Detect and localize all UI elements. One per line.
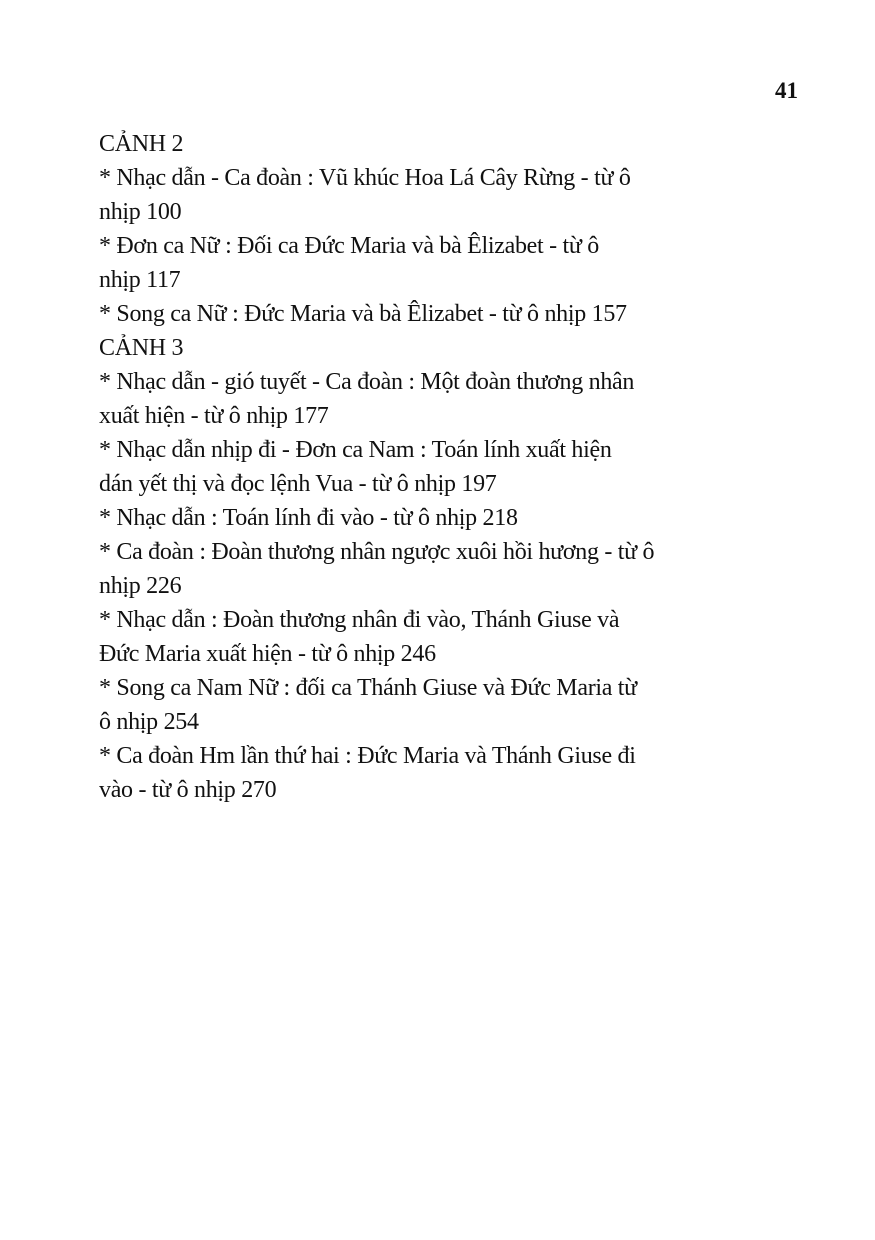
text-line: ô nhịp 254	[99, 709, 199, 735]
text-line: * Nhạc dẫn - gió tuyết - Ca đoàn : Một đoàn thương nhân	[99, 369, 635, 395]
text-line: nhịp 100	[99, 199, 182, 225]
text-line: nhịp 226	[99, 573, 182, 599]
text-line: * Ca đoàn Hm lần thứ hai : Đức Maria và Thánh Giuse đi	[99, 743, 636, 769]
text-line: Đức Maria xuất hiện - từ ô nhịp 246	[99, 641, 436, 667]
document-body	[99, 127, 759, 803]
text-line: * Nhạc dẫn : Toán lính đi vào - từ ô nhịp 218	[99, 505, 518, 531]
text-line: * Nhạc dẫn nhịp đi - Đơn ca Nam : Toán lính xuất hiện	[99, 437, 612, 463]
text-line: * Song ca Nữ : Đức Maria và bà Êlizabet - từ ô nhịp 157	[99, 301, 627, 327]
text-line: * Nhạc dẫn : Đoàn thương nhân đi vào, Thánh Giuse và	[99, 607, 620, 633]
text-line: vào - từ ô nhịp 270	[99, 777, 277, 803]
text-line: xuất hiện - từ ô nhịp 177	[99, 403, 329, 429]
text-line: * Ca đoàn : Đoàn thương nhân ngược xuôi hồi hương - từ ô	[99, 539, 655, 565]
text-line: * Đơn ca Nữ : Đối ca Đức Maria và bà Êlizabet - từ ô	[99, 233, 599, 259]
text-line: * Song ca Nam Nữ : đối ca Thánh Giuse và Đức Maria từ	[99, 675, 637, 701]
text-line: * Nhạc dẫn - Ca đoàn : Vũ khúc Hoa Lá Cây Rừng - từ ô	[99, 165, 631, 191]
section-heading-scene-3: CẢNH 3	[99, 335, 184, 361]
page-number: 41	[775, 78, 798, 103]
section-heading-scene-2: CẢNH 2	[99, 131, 184, 157]
text-line: dán yết thị và đọc lệnh Vua - từ ô nhịp 197	[99, 471, 497, 497]
text-line: nhịp 117	[99, 267, 181, 293]
